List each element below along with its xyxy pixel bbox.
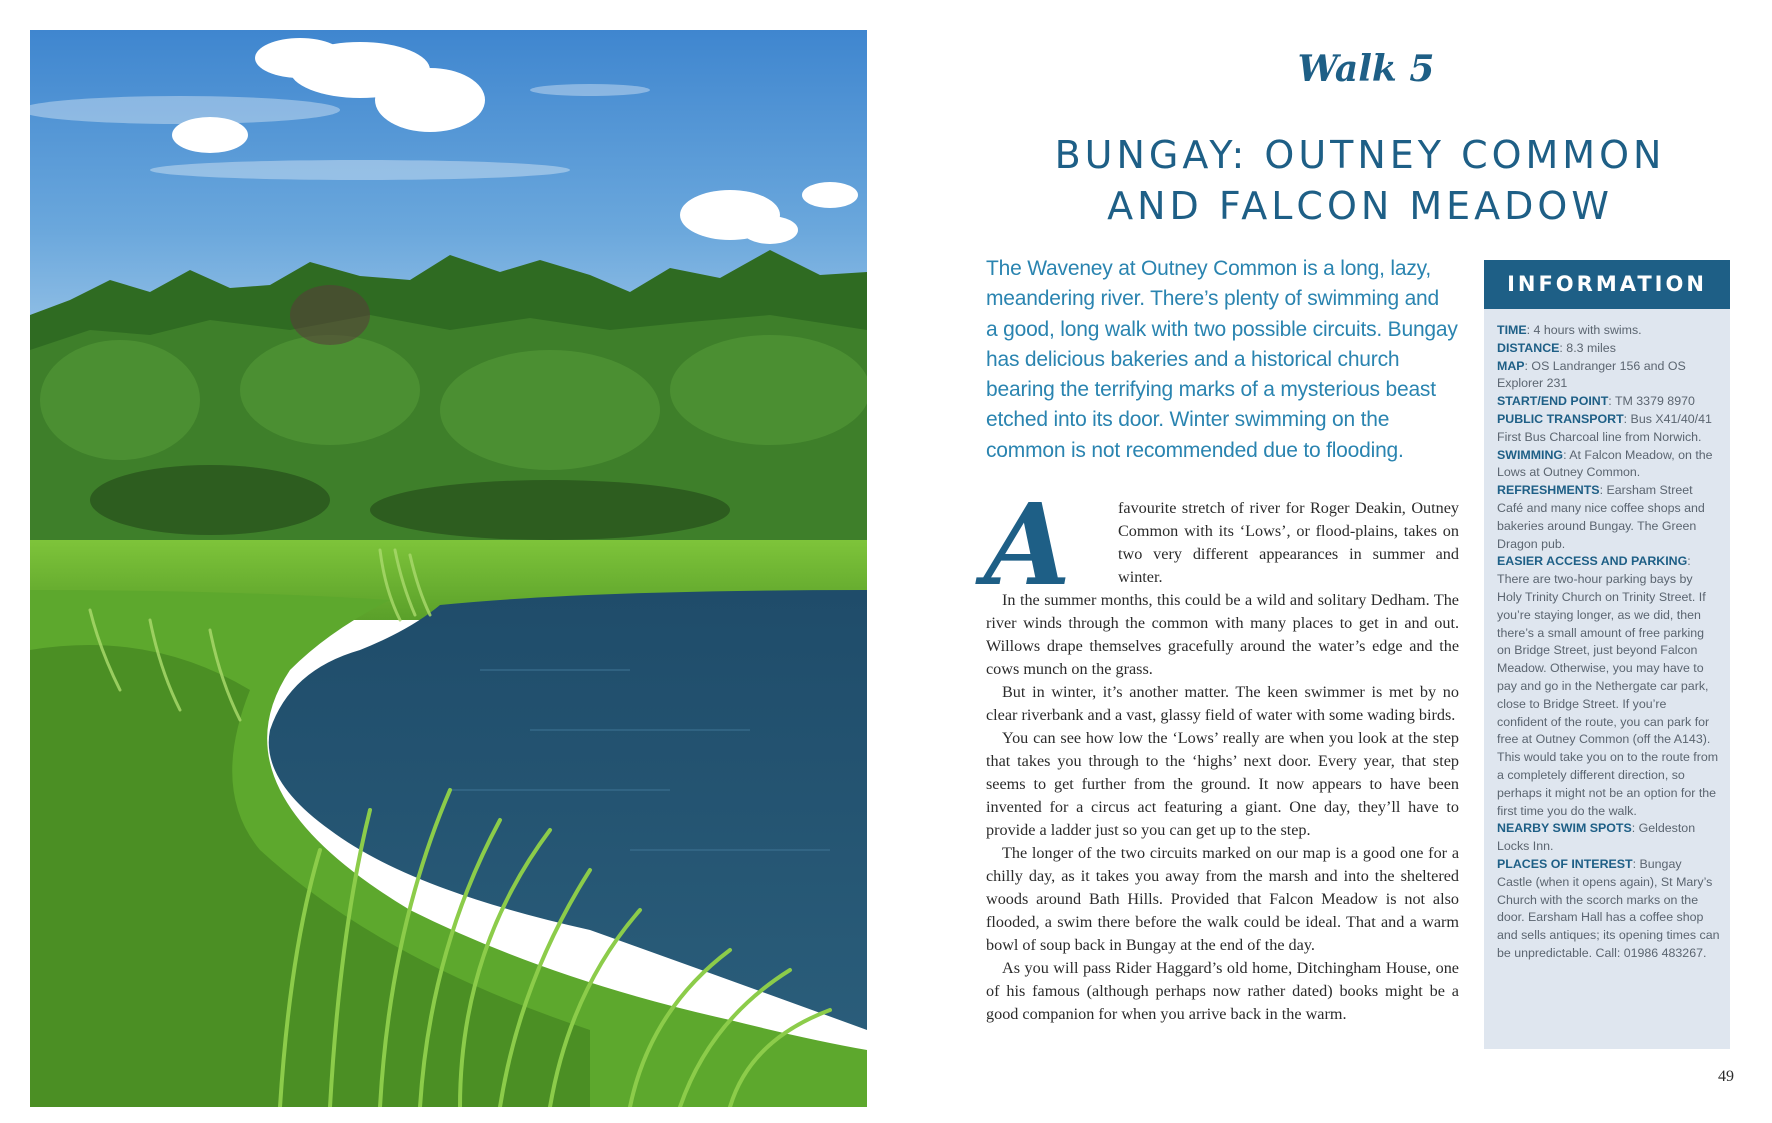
intro-line: a good, long walk with two possible circuits. Bungay bbox=[986, 317, 1458, 341]
info-item-map bbox=[1497, 358, 1720, 394]
info-item-access-parking bbox=[1497, 553, 1720, 820]
river-landscape-image bbox=[30, 30, 867, 1107]
info-text: : There are two-hour parking bays by Holy Trinity Church on Trinity Street. If you’re staying longer, as we did, then there’s a small amount of free parking on Bridge Street, just beyond Falcon Meadow. Otherwise, you may have to pay and go in the Nethergate car park, close to Bridge Street. If you’re confident of the route, you can park for free at Outney Common (off the A143). This would take you on to the route from a completely different direction, so perhaps it might not be an option for the first time you do the walk. bbox=[1497, 554, 1719, 818]
intro-line: etched into its door. Winter swimming on the bbox=[986, 408, 1390, 432]
info-text: : Geldeston Locks Inn. bbox=[1497, 821, 1696, 854]
walk-title-line-2: AND FALCON MEADOW bbox=[1107, 184, 1613, 228]
page-number: 49 bbox=[1718, 1068, 1734, 1085]
walk-title bbox=[1000, 130, 1720, 232]
info-item-places bbox=[1497, 856, 1720, 963]
info-item-nearby-swim bbox=[1497, 820, 1720, 856]
info-label: MAP bbox=[1497, 358, 1525, 373]
article-paragraph: In the summer months, this could be a wild and solitary Dedham. The river winds through the common with many places to get in and out. Willows drape themselves gracefully around the water’s edge and the cows munch on the grass. bbox=[986, 591, 1459, 678]
info-item-refreshments bbox=[1497, 482, 1720, 553]
info-label: PUBLIC TRANSPORT bbox=[1497, 411, 1624, 426]
info-text: : 4 hours with swims. bbox=[1526, 323, 1642, 337]
intro-line: The Waveney at Outney Common is a long, lazy, bbox=[986, 257, 1432, 280]
article-paragraph: As you will pass Rider Haggard’s old home, Ditchingham House, one of his famous (although perhaps now rather dated) books might be a good companion for when you arrive back in the warm. bbox=[986, 959, 1459, 1023]
article-body bbox=[984, 480, 1459, 1026]
info-label: NEARBY SWIM SPOTS bbox=[1497, 821, 1632, 836]
info-item-time bbox=[1497, 322, 1720, 340]
info-item-start-end bbox=[1497, 393, 1720, 411]
info-item-distance bbox=[1497, 340, 1720, 358]
article-paragraph: The longer of the two circuits marked on our map is a good one for a chilly day, as it takes you away from the marsh and into the sheltered woods around Bath Hills. Provided that Falcon Meadow is not also flooded, a swim there before the walk could be ideal. That and a warm bowl of soup back in Bungay at the end of the day. bbox=[986, 844, 1459, 954]
paragraph-text: favourite stretch of river for Roger Deakin, Outney Common with its ‘Lows’, or flood-plains, takes on two very different appearances in summer and winter. bbox=[1118, 499, 1459, 586]
article-paragraph: You can see how low the ‘Lows’ really are when you look at the step that takes you through to the ‘highs’ next door. Every year, that step seems to get further from the ground. It now appears to have been invented for a circus act featuring a giant. One day, they’ll have to provide a ladder just so you can get up to the step. bbox=[986, 729, 1459, 839]
info-text: : Earsham Street Café and many nice coffee shops and bakeries around Bungay. The Green Dragon pub. bbox=[1497, 483, 1705, 551]
information-list bbox=[1484, 309, 1730, 963]
info-item-swimming bbox=[1497, 447, 1720, 483]
info-text: : 8.3 miles bbox=[1559, 340, 1616, 355]
info-text: : At Falcon Meadow, on the Lows at Outney Common. bbox=[1497, 447, 1713, 480]
intro-line: bearing the terrifying marks of a mysterious beast bbox=[986, 378, 1436, 402]
information-heading: INFORMATION bbox=[1484, 260, 1730, 309]
info-label: PLACES OF INTEREST bbox=[1497, 856, 1633, 871]
info-label: SWIMMING bbox=[1497, 447, 1564, 462]
info-label: TIME bbox=[1497, 323, 1527, 337]
walk-title-line-1: BUNGAY: OUTNEY COMMON bbox=[1054, 133, 1666, 177]
information-box bbox=[1484, 260, 1730, 1049]
info-label: REFRESHMENTS bbox=[1497, 483, 1600, 498]
info-text: : TM 3379 8970 bbox=[1608, 394, 1695, 409]
intro-line: has delicious bakeries and a historical church bbox=[986, 347, 1400, 371]
article-paragraph bbox=[984, 480, 1459, 611]
info-text: : OS Landranger 156 and OS Explorer 231 bbox=[1497, 358, 1686, 391]
walk-number: Walk 5 bbox=[1297, 48, 1435, 90]
info-label: DISTANCE bbox=[1497, 340, 1560, 355]
article-paragraph: But in winter, it’s another matter. The keen swimmer is met by no clear riverbank and a vast, glassy field of water with some wading birds. bbox=[986, 683, 1459, 724]
info-item-transport bbox=[1497, 411, 1720, 447]
intro-paragraph bbox=[986, 254, 1466, 466]
intro-line: meandering river. There’s plenty of swimming and bbox=[986, 287, 1440, 311]
info-text: : Bus X41/40/41 First Bus Charcoal line from Norwich. bbox=[1497, 411, 1712, 444]
intro-line: common is not recommended due to flooding. bbox=[986, 438, 1404, 462]
info-label: EASIER ACCESS AND PARKING bbox=[1497, 554, 1688, 569]
river-photo bbox=[30, 30, 867, 1107]
info-label: START/END POINT bbox=[1497, 394, 1609, 409]
drop-cap: A bbox=[984, 480, 1071, 611]
info-text: : Bungay Castle (when it opens again), St Mary’s Church with the scorch marks on the door. Earsham Hall has a coffee shop and sells antiques; its opening times can be unpredictable. Call: 01986 483267. bbox=[1497, 856, 1720, 960]
